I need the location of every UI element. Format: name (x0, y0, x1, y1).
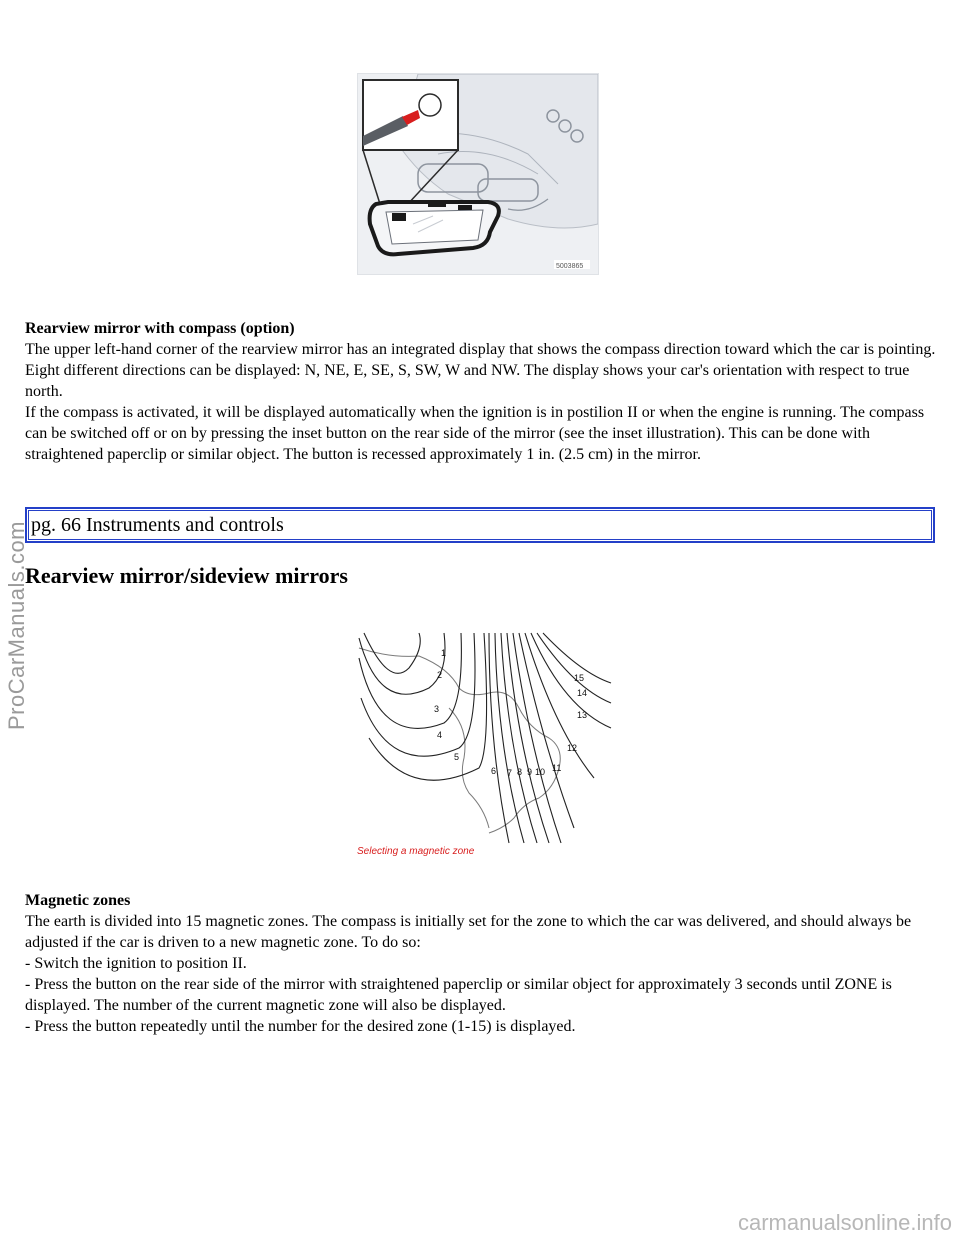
page-header-text: pg. 66 Instruments and controls (31, 514, 284, 536)
magnetic-zone-map (349, 628, 615, 860)
paragraph: - Press the button on the rear side of the mirror with straightened paperclip or similar object for approximately 3 seconds until ZONE is displayed. The number of the current magnetic zone will also be displayed. (25, 976, 892, 1014)
zone-label: 13 (577, 710, 588, 720)
zone-label: 14 (577, 688, 588, 698)
paragraph: If the compass is activated, it will be displayed automatically when the ignition is in postilion II or when the engine is running. The compass can be switched off or on by pressing the inset button on the rear side of the mirror (see the inset illustration). This can be done with straightened paperclip or similar object. The button is recessed approximately 1 in. (2.5 cm) in the mirror. (25, 404, 925, 463)
paragraph: - Switch the ignition to position II. (25, 955, 247, 972)
zone-label: 11 (552, 763, 562, 773)
map-caption: Selecting a magnetic zone (357, 846, 475, 857)
zone-label: 3 (434, 704, 440, 714)
zone-label: 7 (507, 768, 513, 778)
zone-label: 5 (454, 752, 460, 762)
section-heading: Rearview mirror with compass (option) (25, 320, 295, 337)
zone-label: 6 (491, 766, 497, 776)
side-watermark: ProCarManuals.com (4, 520, 29, 730)
zone-label: 1 (441, 648, 447, 658)
paragraph: The earth is divided into 15 magnetic zones. The compass is initially set for the zone to which the car was delivered, and should always be adjusted if the car is driven to a new magnetic zone. To do so: (25, 913, 912, 951)
page-header-bar (25, 507, 935, 543)
rearview-mirror-illustration (357, 73, 599, 275)
paragraph: The upper left-hand corner of the rearview mirror has an integrated display that shows the compass direction toward which the car is pointing. Eight different directions can be displayed: N, NE, E, SE, S, SW, W and NW. The display shows your car's orientation with respect to true north. (25, 341, 936, 400)
section-magnetic-zones (25, 890, 937, 1037)
figure-code-label: 5003865 (556, 263, 584, 270)
section-heading: Magnetic zones (25, 892, 131, 909)
zone-label: 4 (437, 730, 443, 740)
zone-label: 12 (567, 743, 578, 753)
zone-map-drawing (349, 628, 615, 860)
zone-label: 9 (527, 767, 533, 777)
zone-label: 8 (517, 767, 523, 777)
section-title: Rearview mirror/sideview mirrors (25, 563, 348, 588)
mirror-drawing (358, 74, 598, 274)
bottom-watermark: carmanualsonline.info (737, 1210, 952, 1235)
zone-label: 10 (535, 767, 546, 777)
section-compass (25, 318, 937, 465)
zone-label: 15 (574, 673, 585, 683)
zone-label: 2 (437, 670, 443, 680)
paragraph: - Press the button repeatedly until the number for the desired zone (1-15) is displayed. (25, 1018, 576, 1035)
